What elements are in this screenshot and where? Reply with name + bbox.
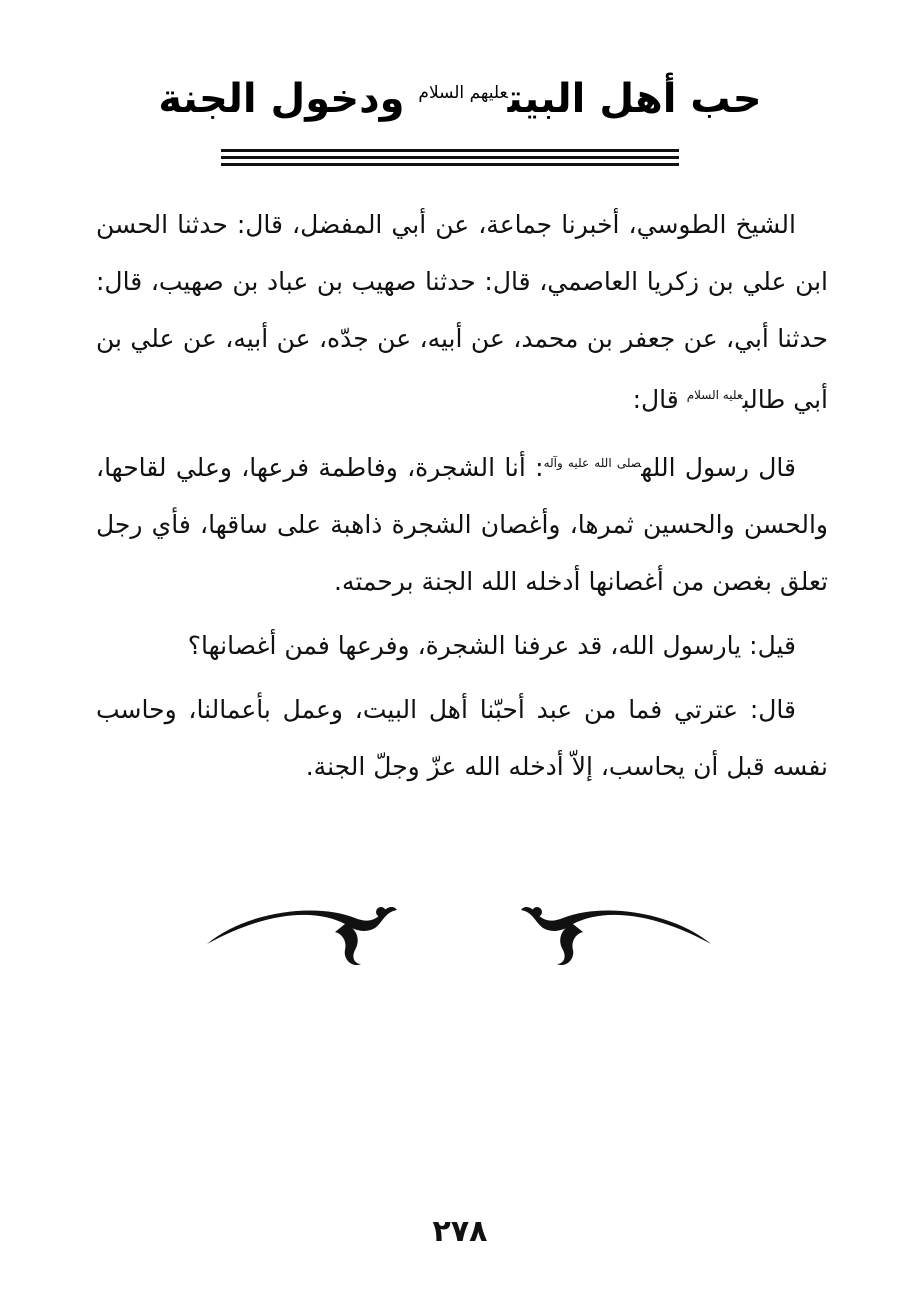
chapter-body <box>96 196 828 802</box>
chapter-title-tail: ودخول الجنة <box>158 76 419 122</box>
ornament-left-flourish <box>207 907 397 965</box>
page-number: ٢٧٨ <box>432 1214 488 1249</box>
paragraph-answer: قال: عترتي فما من عبد أحبّنا أهل البيت، وعمل بأعمالنا، وحاسب نفسه قبل أن يحاسب، إلاّ أدخله الله عزّ وجلّ الجنة. <box>96 695 828 781</box>
title-honorific: عليهم السلام <box>418 83 508 103</box>
closing-ornament <box>205 898 713 970</box>
chapter-title <box>150 58 770 128</box>
divider-line <box>221 163 679 166</box>
honorific-mark: عليه السلام <box>686 388 743 402</box>
paragraph-text: قال: <box>632 385 687 414</box>
paragraph-hadith <box>96 435 828 610</box>
ornament-right-flourish <box>521 907 711 965</box>
divider-line <box>221 149 679 152</box>
title-divider <box>221 149 679 169</box>
divider-line <box>221 156 679 159</box>
paragraph-isnad <box>96 196 828 428</box>
paragraph-text: الشيخ الطوسي، أخبرنا جماعة، عن أبي المفضل، قال: حدثنا الحسن ابن علي بن زكريا العاصمي، قال: حدثنا صهيب بن عباد بن صهيب، قال: حدثنا أبي، عن جعفر بن محمد، عن أبيه، عن جدّه، عن أبيه، عن علي بن أبي طالب <box>96 210 828 414</box>
paragraph-question: قيل: يارسول الله، قد عرفنا الشجرة، وفرعها فمن أغصانها؟ <box>187 631 796 660</box>
paragraph-text: قال رسول الله <box>641 453 796 482</box>
chapter-title-main: حب أهل البيت <box>507 76 762 122</box>
honorific-mark: صلى الله عليه وآله <box>543 456 642 470</box>
paragraph-text: : أنا الشجرة، وفاطمة فرعها، وعلي لقاحها، والحسن والحسين ثمرها، وأغصان الشجرة ذاهبة على ساقها، فأي رجل تعلق بغصن من أغصانها أدخله الله الجنة برحمته. <box>96 453 828 596</box>
